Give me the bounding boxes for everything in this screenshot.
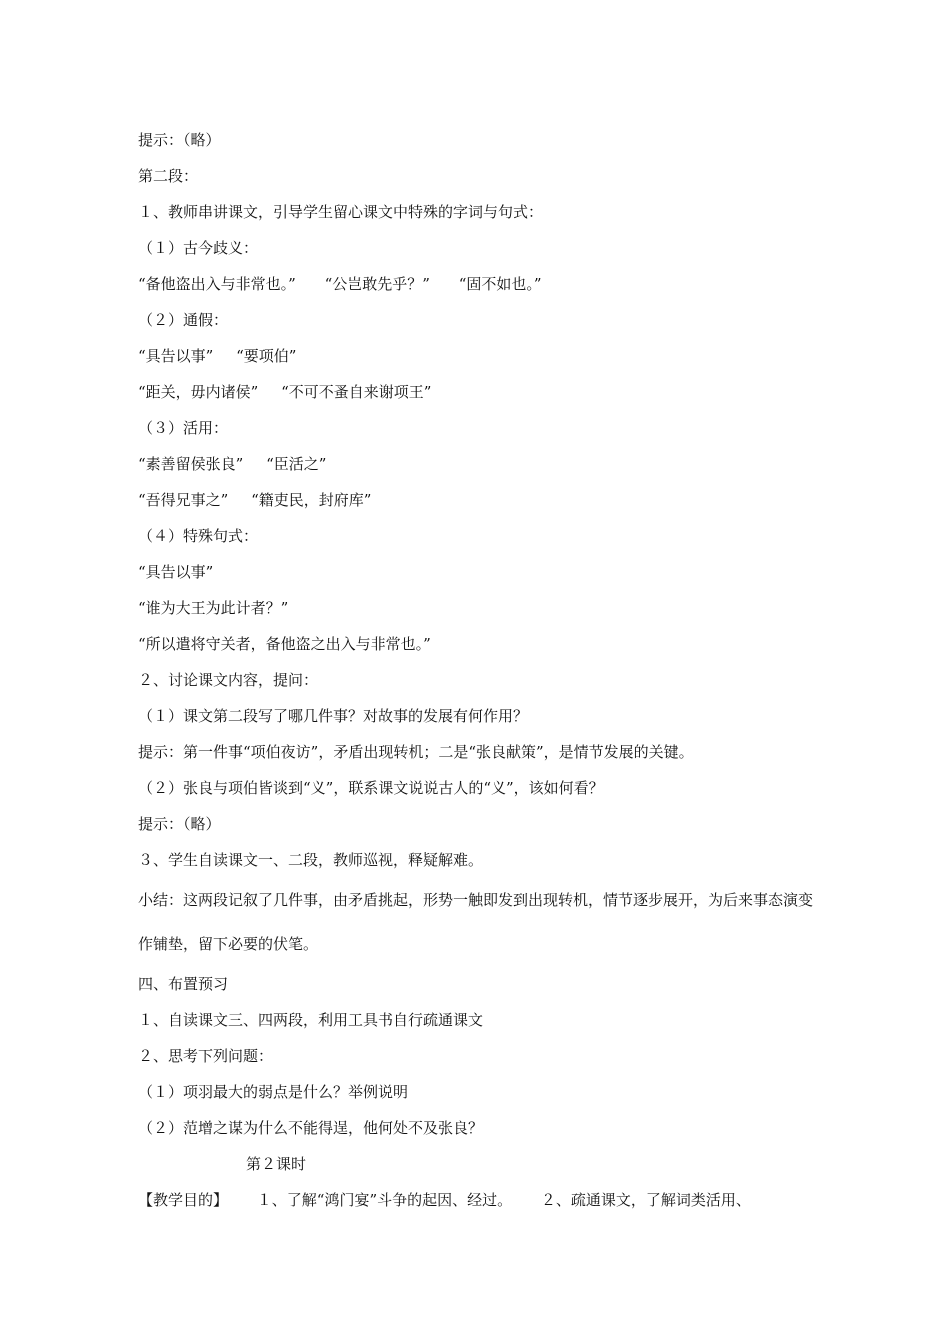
example-quote: “素善留侯张良” — [138, 455, 244, 473]
example-quote: “谁为大王为此计者？” — [138, 599, 289, 617]
example-quote: “公岂敢先乎？” — [324, 275, 430, 293]
step-item: ２、思考下列问题： — [138, 1047, 274, 1065]
objective-item: ２、疏通课文，了解词类活用、 — [540, 1191, 751, 1209]
subheading: （３）活用： — [138, 419, 229, 437]
subheading: （４）特殊句式： — [138, 527, 259, 545]
example-quote: “要项伯” — [236, 347, 297, 365]
question-item: （１）项羽最大的弱点是什么？举例说明 — [138, 1083, 409, 1101]
example-quote: “臣活之” — [266, 455, 327, 473]
example-quote: “距关，毋内诸侯” — [138, 383, 259, 401]
question-item: （２）张良与项伯皆谈到“义”，联系课文说说古人的“义”，该如何看？ — [138, 779, 604, 797]
example-quote: “具告以事” — [138, 347, 214, 365]
question-item: （２）范增之谋为什么不能得逞，他何处不及张良？ — [138, 1119, 484, 1137]
hint-line: 提示：第一件事“项伯夜访”，矛盾出现转机；二是“张良献策”，是情节发展的关键。 — [138, 743, 694, 761]
example-quote: “所以遣将守关者，备他盗之出入与非常也。” — [138, 635, 431, 653]
step-item: ３、学生自读课文一、二段，教师巡视，释疑解难。 — [138, 851, 484, 869]
objective-item: １、了解“鸿门宴”斗争的起因、经过。 — [256, 1191, 513, 1209]
example-quote: “不可不蚤自来谢项王” — [281, 383, 432, 401]
example-quote: “备他盗出入与非常也。” — [138, 275, 296, 293]
objectives-row — [138, 1182, 818, 1218]
example-row — [138, 374, 818, 410]
example-quote: “固不如也。” — [458, 275, 542, 293]
example-row — [138, 338, 818, 374]
example-row — [138, 482, 818, 518]
step-item: １、教师串讲课文，引导学生留心课文中特殊的字词与句式： — [138, 203, 544, 221]
step-item: １、自读课文三、四两段，利用工具书自行疏通课文 — [138, 1011, 484, 1029]
lesson-title: 第２课时 — [246, 1155, 307, 1173]
subheading: （１）古今歧义： — [138, 239, 259, 257]
summary-paragraph: 小结：这两段记叙了几件事，由矛盾挑起，形势一触即发到出现转机，情节逐步展开，为后来事态演变作铺垫，留下必要的伏笔。 — [138, 891, 814, 953]
hint-line: 提示：（略） — [138, 815, 221, 833]
question-item: （１）课文第二段写了哪几件事？对故事的发展有何作用？ — [138, 707, 529, 725]
example-row — [138, 266, 818, 302]
section-heading: 第二段： — [138, 167, 199, 185]
example-quote: “具告以事” — [138, 563, 214, 581]
subheading: （２）通假： — [138, 311, 229, 329]
example-row — [138, 446, 818, 482]
step-item: ２、讨论课文内容，提问： — [138, 671, 319, 689]
document-body — [138, 122, 818, 1218]
hint-line: 提示：（略） — [138, 131, 221, 149]
objectives-label: 【教学目的】 — [138, 1191, 229, 1209]
example-quote: “吾得兄事之” — [138, 491, 229, 509]
section-heading: 四、布置预习 — [138, 975, 229, 993]
example-quote: “籍吏民，封府库” — [251, 491, 372, 509]
